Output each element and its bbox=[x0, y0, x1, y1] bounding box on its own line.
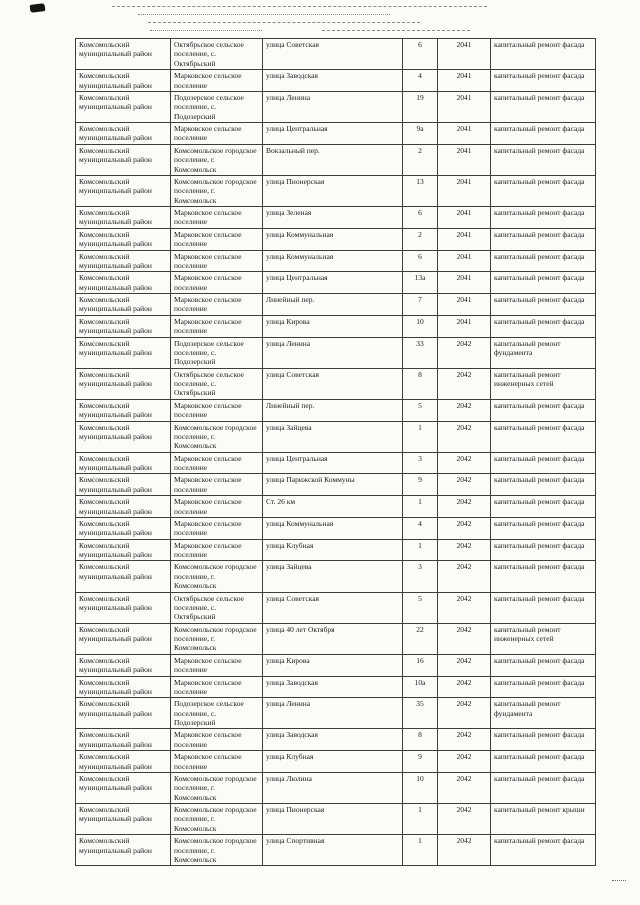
cell-number: 33 bbox=[403, 337, 438, 368]
cell-year: 2042 bbox=[438, 368, 491, 399]
table-row bbox=[76, 399, 596, 421]
cell-year: 2041 bbox=[438, 175, 491, 206]
cell-year: 2041 bbox=[438, 39, 491, 70]
cell-work: капитальный ремонт фасада bbox=[491, 123, 596, 145]
cell-street: улица Ленина bbox=[263, 337, 403, 368]
scan-artifact-dot-mark bbox=[612, 876, 626, 881]
cell-number: 9а bbox=[403, 123, 438, 145]
table-row bbox=[76, 452, 596, 474]
table-row bbox=[76, 421, 596, 452]
cell-year: 2041 bbox=[438, 315, 491, 337]
cell-number: 16 bbox=[403, 654, 438, 676]
cell-settlement: Октябрьское сельское поселение, с. Октябрьский bbox=[171, 368, 263, 399]
cell-settlement: Марковское сельское поселение bbox=[171, 207, 263, 229]
cell-settlement: Комсомольское городское поселение, г. Комсомольск bbox=[171, 561, 263, 592]
cell-settlement: Марковское сельское поселение bbox=[171, 315, 263, 337]
table-row bbox=[76, 272, 596, 294]
cell-year: 2041 bbox=[438, 144, 491, 175]
cell-district: Комсомольский муниципальный район bbox=[76, 835, 171, 866]
scan-artifact-dashed-line bbox=[138, 14, 390, 15]
cell-district: Комсомольский муниципальный район bbox=[76, 474, 171, 496]
cell-street: Линейный пер. bbox=[263, 294, 403, 316]
cell-year: 2042 bbox=[438, 474, 491, 496]
cell-number: 19 bbox=[403, 91, 438, 122]
cell-district: Комсомольский муниципальный район bbox=[76, 144, 171, 175]
cell-settlement: Комсомольское городское поселение, г. Комсомольск bbox=[171, 175, 263, 206]
table-row bbox=[76, 623, 596, 654]
scan-artifact-dashed-line bbox=[112, 6, 487, 7]
cell-number: 5 bbox=[403, 399, 438, 421]
table-row bbox=[76, 315, 596, 337]
cell-work: капитальный ремонт фасада bbox=[491, 207, 596, 229]
cell-settlement: Марковское сельское поселение bbox=[171, 452, 263, 474]
cell-settlement: Комсомольское городское поселение, г. Комсомольск bbox=[171, 623, 263, 654]
cell-district: Комсомольский муниципальный район bbox=[76, 539, 171, 561]
cell-work: капитальный ремонт фасада bbox=[491, 654, 596, 676]
cell-street: улица Советская bbox=[263, 368, 403, 399]
cell-street: улица Коммунальная bbox=[263, 517, 403, 539]
cell-settlement: Октябрьское сельское поселение, с. Октябрьский bbox=[171, 39, 263, 70]
cell-settlement: Октябрьское сельское поселение, с. Октябрьский bbox=[171, 592, 263, 623]
cell-work: капитальный ремонт фасада bbox=[491, 228, 596, 250]
scan-artifact-dashed-line bbox=[150, 30, 262, 31]
cell-street: улица Парижской Коммуны bbox=[263, 474, 403, 496]
cell-district: Комсомольский муниципальный район bbox=[76, 772, 171, 803]
cell-settlement: Комсомольское городское поселение, г. Комсомольск bbox=[171, 421, 263, 452]
cell-district: Комсомольский муниципальный район bbox=[76, 623, 171, 654]
table-row bbox=[76, 207, 596, 229]
cell-street: улица Пионерская bbox=[263, 804, 403, 835]
cell-number: 10а bbox=[403, 676, 438, 698]
cell-number: 1 bbox=[403, 421, 438, 452]
cell-settlement: Марковское сельское поселение bbox=[171, 676, 263, 698]
cell-work: капитальный ремонт фасада bbox=[491, 496, 596, 518]
cell-settlement: Марковское сельское поселение bbox=[171, 123, 263, 145]
cell-year: 2041 bbox=[438, 294, 491, 316]
cell-number: 7 bbox=[403, 294, 438, 316]
cell-number: 8 bbox=[403, 729, 438, 751]
cell-street: улица Заводская bbox=[263, 676, 403, 698]
cell-year: 2041 bbox=[438, 228, 491, 250]
cell-year: 2042 bbox=[438, 804, 491, 835]
table-row bbox=[76, 676, 596, 698]
cell-number: 1 bbox=[403, 539, 438, 561]
cell-street: улица Ленина bbox=[263, 698, 403, 729]
cell-year: 2042 bbox=[438, 592, 491, 623]
cell-street: улица Зеленая bbox=[263, 207, 403, 229]
cell-district: Комсомольский муниципальный район bbox=[76, 654, 171, 676]
cell-year: 2042 bbox=[438, 729, 491, 751]
cell-street: улица Зайцева bbox=[263, 561, 403, 592]
cell-district: Комсомольский муниципальный район bbox=[76, 91, 171, 122]
cell-number: 3 bbox=[403, 561, 438, 592]
table-row bbox=[76, 654, 596, 676]
capital-repair-schedule-table bbox=[75, 38, 596, 866]
table-row bbox=[76, 592, 596, 623]
table-row bbox=[76, 804, 596, 835]
table-row bbox=[76, 175, 596, 206]
cell-number: 5 bbox=[403, 592, 438, 623]
cell-settlement: Подозерское сельское поселение, с. Подозерский bbox=[171, 337, 263, 368]
cell-settlement: Марковское сельское поселение bbox=[171, 517, 263, 539]
cell-district: Комсомольский муниципальный район bbox=[76, 804, 171, 835]
cell-work: капитальный ремонт фасада bbox=[491, 751, 596, 773]
cell-district: Комсомольский муниципальный район bbox=[76, 676, 171, 698]
cell-district: Комсомольский муниципальный район bbox=[76, 228, 171, 250]
cell-street: улица Коммунальная bbox=[263, 228, 403, 250]
cell-work: капитальный ремонт фасада bbox=[491, 561, 596, 592]
table-row bbox=[76, 337, 596, 368]
cell-number: 6 bbox=[403, 207, 438, 229]
cell-district: Комсомольский муниципальный район bbox=[76, 250, 171, 272]
cell-number: 4 bbox=[403, 517, 438, 539]
cell-street: улица Пионерская bbox=[263, 175, 403, 206]
cell-street: улица Центральная bbox=[263, 123, 403, 145]
cell-district: Комсомольский муниципальный район bbox=[76, 698, 171, 729]
table-row bbox=[76, 70, 596, 92]
cell-street: Ст. 26 км bbox=[263, 496, 403, 518]
scan-artifact-ink-mark bbox=[30, 3, 46, 13]
cell-street: улица Центральная bbox=[263, 272, 403, 294]
cell-number: 2 bbox=[403, 144, 438, 175]
cell-district: Комсомольский муниципальный район bbox=[76, 175, 171, 206]
cell-district: Комсомольский муниципальный район bbox=[76, 337, 171, 368]
table-row bbox=[76, 250, 596, 272]
cell-year: 2042 bbox=[438, 772, 491, 803]
table-row bbox=[76, 698, 596, 729]
cell-settlement: Комсомольское городское поселение, г. Комсомольск bbox=[171, 835, 263, 866]
cell-work: капитальный ремонт инженерных сетей bbox=[491, 368, 596, 399]
cell-work: капитальный ремонт фасада bbox=[491, 39, 596, 70]
cell-street: улица Люлина bbox=[263, 772, 403, 803]
cell-year: 2042 bbox=[438, 496, 491, 518]
cell-work: капитальный ремонт фасада bbox=[491, 592, 596, 623]
cell-settlement: Марковское сельское поселение bbox=[171, 474, 263, 496]
table-row bbox=[76, 772, 596, 803]
cell-year: 2041 bbox=[438, 70, 491, 92]
cell-year: 2042 bbox=[438, 654, 491, 676]
table-row bbox=[76, 228, 596, 250]
cell-district: Комсомольский муниципальный район bbox=[76, 421, 171, 452]
cell-year: 2042 bbox=[438, 421, 491, 452]
cell-year: 2042 bbox=[438, 623, 491, 654]
cell-settlement: Марковское сельское поселение bbox=[171, 294, 263, 316]
cell-work: капитальный ремонт фасада bbox=[491, 294, 596, 316]
cell-year: 2042 bbox=[438, 751, 491, 773]
cell-work: капитальный ремонт фасада bbox=[491, 175, 596, 206]
cell-street: улица Заводская bbox=[263, 729, 403, 751]
cell-street: Вокзальный пер. bbox=[263, 144, 403, 175]
cell-settlement: Марковское сельское поселение bbox=[171, 751, 263, 773]
cell-street: улица Советская bbox=[263, 592, 403, 623]
table-row bbox=[76, 835, 596, 866]
cell-district: Комсомольский муниципальный район bbox=[76, 592, 171, 623]
cell-work: капитальный ремонт фасада bbox=[491, 399, 596, 421]
table-row bbox=[76, 474, 596, 496]
cell-work: капитальный ремонт фасада bbox=[491, 539, 596, 561]
cell-settlement: Марковское сельское поселение bbox=[171, 729, 263, 751]
cell-work: капитальный ремонт инженерных сетей bbox=[491, 623, 596, 654]
cell-number: 6 bbox=[403, 250, 438, 272]
cell-number: 1 bbox=[403, 496, 438, 518]
cell-year: 2042 bbox=[438, 399, 491, 421]
cell-number: 2 bbox=[403, 228, 438, 250]
table-row bbox=[76, 123, 596, 145]
table-row bbox=[76, 496, 596, 518]
cell-number: 4 bbox=[403, 70, 438, 92]
cell-work: капитальный ремонт фасада bbox=[491, 315, 596, 337]
cell-number: 6 bbox=[403, 39, 438, 70]
cell-number: 13 bbox=[403, 175, 438, 206]
cell-settlement: Марковское сельское поселение bbox=[171, 654, 263, 676]
cell-work: капитальный ремонт фасада bbox=[491, 421, 596, 452]
cell-year: 2042 bbox=[438, 337, 491, 368]
cell-work: капитальный ремонт фасада bbox=[491, 517, 596, 539]
cell-year: 2042 bbox=[438, 452, 491, 474]
cell-district: Комсомольский муниципальный район bbox=[76, 561, 171, 592]
table-row bbox=[76, 368, 596, 399]
cell-district: Комсомольский муниципальный район bbox=[76, 729, 171, 751]
cell-work: капитальный ремонт фасада bbox=[491, 70, 596, 92]
cell-district: Комсомольский муниципальный район bbox=[76, 123, 171, 145]
cell-district: Комсомольский муниципальный район bbox=[76, 496, 171, 518]
table-row bbox=[76, 91, 596, 122]
cell-street: улица Зайцева bbox=[263, 421, 403, 452]
cell-settlement: Марковское сельское поселение bbox=[171, 228, 263, 250]
cell-year: 2041 bbox=[438, 250, 491, 272]
cell-work: капитальный ремонт крыши bbox=[491, 804, 596, 835]
cell-settlement: Марковское сельское поселение bbox=[171, 272, 263, 294]
cell-settlement: Марковское сельское поселение bbox=[171, 250, 263, 272]
table-row bbox=[76, 751, 596, 773]
cell-number: 22 bbox=[403, 623, 438, 654]
cell-work: капитальный ремонт фасада bbox=[491, 144, 596, 175]
cell-year: 2042 bbox=[438, 561, 491, 592]
cell-street: улица Клубная bbox=[263, 751, 403, 773]
cell-street: улица Клубная bbox=[263, 539, 403, 561]
scan-artifact-dashed-line bbox=[322, 30, 470, 31]
cell-year: 2041 bbox=[438, 207, 491, 229]
cell-work: капитальный ремонт фасада bbox=[491, 272, 596, 294]
cell-year: 2041 bbox=[438, 272, 491, 294]
table-row bbox=[76, 729, 596, 751]
cell-district: Комсомольский муниципальный район bbox=[76, 452, 171, 474]
cell-street: улица Кирова bbox=[263, 315, 403, 337]
cell-work: капитальный ремонт фасада bbox=[491, 772, 596, 803]
cell-number: 13а bbox=[403, 272, 438, 294]
cell-year: 2042 bbox=[438, 698, 491, 729]
cell-street: улица Спортивная bbox=[263, 835, 403, 866]
cell-district: Комсомольский муниципальный район bbox=[76, 751, 171, 773]
table-row bbox=[76, 294, 596, 316]
cell-number: 9 bbox=[403, 474, 438, 496]
scan-artifact-dashed-line bbox=[148, 22, 420, 23]
cell-number: 35 bbox=[403, 698, 438, 729]
cell-district: Комсомольский муниципальный район bbox=[76, 207, 171, 229]
cell-number: 10 bbox=[403, 315, 438, 337]
cell-street: улица Советская bbox=[263, 39, 403, 70]
cell-work: капитальный ремонт фасада bbox=[491, 729, 596, 751]
cell-number: 9 bbox=[403, 751, 438, 773]
cell-settlement: Комсомольское городское поселение, г. Комсомольск bbox=[171, 144, 263, 175]
cell-district: Комсомольский муниципальный район bbox=[76, 399, 171, 421]
cell-street: улица Коммунальная bbox=[263, 250, 403, 272]
cell-number: 8 bbox=[403, 368, 438, 399]
table-body bbox=[76, 39, 596, 866]
cell-work: капитальный ремонт фундамента bbox=[491, 337, 596, 368]
cell-street: улица Ленина bbox=[263, 91, 403, 122]
cell-work: капитальный ремонт фасада bbox=[491, 676, 596, 698]
cell-settlement: Комсомольское городское поселение, г. Комсомольск bbox=[171, 772, 263, 803]
cell-work: капитальный ремонт фасада bbox=[491, 91, 596, 122]
cell-settlement: Комсомольское городское поселение, г. Комсомольск bbox=[171, 804, 263, 835]
cell-number: 1 bbox=[403, 835, 438, 866]
cell-district: Комсомольский муниципальный район bbox=[76, 368, 171, 399]
cell-district: Комсомольский муниципальный район bbox=[76, 272, 171, 294]
table-row bbox=[76, 144, 596, 175]
cell-work: капитальный ремонт фасада bbox=[491, 474, 596, 496]
table-row bbox=[76, 517, 596, 539]
cell-year: 2042 bbox=[438, 835, 491, 866]
cell-settlement: Марковское сельское поселение bbox=[171, 399, 263, 421]
cell-work: капитальный ремонт фасада bbox=[491, 250, 596, 272]
cell-settlement: Подозерское сельское поселение, с. Подозерский bbox=[171, 698, 263, 729]
cell-district: Комсомольский муниципальный район bbox=[76, 294, 171, 316]
cell-number: 10 bbox=[403, 772, 438, 803]
cell-street: улица Кирова bbox=[263, 654, 403, 676]
cell-settlement: Марковское сельское поселение bbox=[171, 496, 263, 518]
cell-work: капитальный ремонт фундамента bbox=[491, 698, 596, 729]
cell-street: Линейный пер. bbox=[263, 399, 403, 421]
table-row bbox=[76, 39, 596, 70]
cell-street: улица 40 лет Октября bbox=[263, 623, 403, 654]
cell-number: 1 bbox=[403, 804, 438, 835]
table-row bbox=[76, 539, 596, 561]
cell-work: капитальный ремонт фасада bbox=[491, 452, 596, 474]
cell-year: 2041 bbox=[438, 91, 491, 122]
cell-number: 3 bbox=[403, 452, 438, 474]
cell-year: 2042 bbox=[438, 517, 491, 539]
cell-district: Комсомольский муниципальный район bbox=[76, 517, 171, 539]
cell-district: Комсомольский муниципальный район bbox=[76, 315, 171, 337]
table-row bbox=[76, 561, 596, 592]
cell-settlement: Подозерское сельское поселение, с. Подозерский bbox=[171, 91, 263, 122]
cell-settlement: Марковское сельское поселение bbox=[171, 539, 263, 561]
cell-work: капитальный ремонт фасада bbox=[491, 835, 596, 866]
cell-street: улица Заводская bbox=[263, 70, 403, 92]
cell-year: 2041 bbox=[438, 123, 491, 145]
cell-settlement: Марковское сельское поселение bbox=[171, 70, 263, 92]
cell-district: Комсомольский муниципальный район bbox=[76, 70, 171, 92]
cell-street: улица Центральная bbox=[263, 452, 403, 474]
cell-year: 2042 bbox=[438, 676, 491, 698]
cell-year: 2042 bbox=[438, 539, 491, 561]
cell-district: Комсомольский муниципальный район bbox=[76, 39, 171, 70]
